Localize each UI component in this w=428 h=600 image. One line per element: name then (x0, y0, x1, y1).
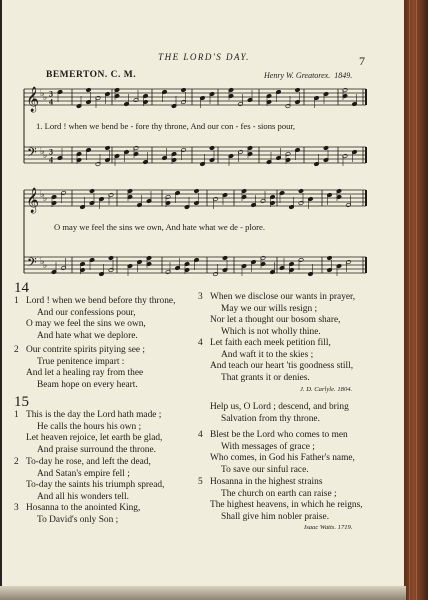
verse-line: Let heaven rejoice, let earth be glad, (26, 433, 163, 444)
time-signature: 4 (49, 155, 53, 165)
verse-line: And all his wonders tell. (37, 491, 129, 502)
treble-clef-icon: 𝄞 (26, 87, 40, 112)
verse-number: 5 (198, 477, 203, 487)
note-head (222, 256, 227, 261)
flat-sign-icon: ♭ (43, 194, 48, 204)
verse-line: To-day the saints his triumph spread, (26, 480, 165, 491)
verse-line: Nor let a thought our bosom share, (210, 315, 341, 326)
verse-line: The church on earth can raise ; (221, 488, 337, 499)
running-title: THE LORD'S DAY. (158, 52, 250, 62)
verse-line: With messages of grace ; (221, 441, 315, 452)
bass-clef-icon: 𝄢 (27, 255, 37, 273)
verse-line: Blest be the Lord who comes to men (210, 430, 348, 440)
verse-line: To David's only Son ; (37, 514, 119, 525)
note-head (323, 146, 328, 151)
verse-line: Hosanna in the highest strains (210, 477, 323, 487)
verse-line: Salvation from thy throne. (221, 413, 320, 424)
hymn-15-verse-3-continued (210, 402, 349, 425)
flat-sign-icon: ♭ (43, 93, 48, 103)
hymn-14-verse-1 (14, 296, 176, 342)
hymn-15-verse-1 (14, 410, 163, 456)
hymn-15-attribution: Isaac Watts. 1719. (304, 524, 353, 531)
verse-line: Let faith each meek petition fill, (210, 338, 331, 348)
verse-line: May we our wills resign ; (221, 303, 318, 314)
note-head (105, 146, 110, 151)
verse-number: 1 (14, 296, 19, 306)
verse-line: O may we feel the sins we own, (26, 319, 146, 330)
spine-edge-line (409, 0, 410, 600)
hymn-15-verse-3 (14, 503, 141, 526)
hymn-15-verse-5 (198, 477, 363, 523)
verse-line: Help us, O Lord ; descend, and bring (210, 402, 349, 412)
verse-line: That grants it or denies. (221, 372, 310, 383)
verse-line: Hosanna to the anointed King, (26, 503, 141, 513)
verse-line: Beam hope on every heart. (37, 379, 138, 390)
verse-line: Our contrite spirits pitying see ; (26, 345, 145, 355)
treble-clef-icon: 𝄞 (26, 188, 40, 213)
bass-clef-icon: 𝄢 (27, 145, 37, 163)
verse-line: He calls the hours his own ; (37, 421, 142, 432)
note-head (298, 189, 303, 194)
note-head (327, 256, 332, 261)
verse-line: Which is not wholly thine. (221, 326, 321, 337)
verse-number: 2 (14, 457, 19, 467)
verse-line: And hate what we deplore. (37, 330, 138, 341)
tune-name: BEMERTON. C. M. (46, 70, 137, 80)
hymn-14-verse-4 (198, 338, 354, 384)
verse-number: 3 (14, 503, 19, 513)
verse-number: 4 (198, 430, 203, 440)
verse-number: 4 (198, 338, 203, 348)
verse-line: Lord ! when we bend before thy throne, (26, 296, 176, 306)
flat-sign-icon: ♭ (40, 147, 45, 157)
flat-sign-icon: ♭ (40, 190, 45, 200)
note-head (89, 189, 94, 194)
verse-line: And waft it to the skies ; (221, 349, 314, 360)
flat-sign-icon: ♭ (43, 151, 48, 161)
note-head (86, 88, 91, 93)
tune-composer: Henry W. Greatorex. 1849. (264, 71, 353, 80)
verse-line: The highest heavens, in which he reigns, (210, 500, 363, 511)
verse-line: When we disclose our wants in prayer, (210, 292, 356, 302)
hymn-14-number: 14 (14, 280, 29, 296)
verse-line: This is the day the Lord hath made ; (26, 410, 162, 420)
hymn-14-attribution: J. D. Carlyle. 1804. (300, 386, 353, 393)
hymn-15-verse-4 (198, 430, 355, 476)
hymn-14-verse-2 (14, 345, 145, 391)
music-lyric-line-2: O may we feel the sins we own, And hate what we de - plore. (54, 222, 265, 232)
note-head (295, 88, 300, 93)
music-score (2, 0, 406, 290)
verse-line: Shall give him nobler praise. (221, 511, 330, 522)
hymnal-page (2, 0, 406, 588)
hymn-14-verse-3 (198, 292, 356, 338)
verse-line: To-day he rose, and left the dead, (26, 457, 151, 467)
flat-sign-icon: ♭ (40, 257, 45, 267)
page-bottom-edge (0, 586, 406, 600)
time-signature: 3 (49, 147, 53, 157)
flat-sign-icon: ♭ (40, 89, 45, 99)
note-head (181, 88, 186, 93)
time-signature: 4 (49, 97, 53, 107)
verse-number: 3 (198, 292, 203, 302)
hymn-15-number: 15 (14, 394, 29, 410)
time-signature: 3 (49, 89, 53, 99)
verse-line: Who comes, in God his Father's name, (210, 453, 355, 464)
verse-number: 2 (14, 345, 19, 355)
spine-edge-line (416, 0, 417, 600)
verse-line: And Satan's empire fell ; (37, 468, 130, 479)
verse-line: To save our sinful race. (221, 464, 309, 475)
verse-line: And praise surround the throne. (37, 444, 156, 455)
verse-line: And teach our heart 'tis goodness still, (210, 361, 354, 372)
page-number: 7 (359, 54, 365, 68)
note-head (108, 256, 113, 261)
note-head (194, 189, 199, 194)
verse-line: And let a healing ray from thee (26, 368, 144, 379)
verse-line: And our confessions pour, (37, 307, 136, 318)
verse-line: True penitence impart : (37, 356, 125, 367)
flat-sign-icon: ♭ (43, 261, 48, 271)
music-lyric-line-1: 1. Lord ! when we bend be - fore thy throne, And our con - fes - sions pour, (36, 121, 296, 131)
hymn-15-verse-2 (14, 457, 165, 503)
verse-number: 1 (14, 410, 19, 420)
note-head (209, 146, 214, 151)
